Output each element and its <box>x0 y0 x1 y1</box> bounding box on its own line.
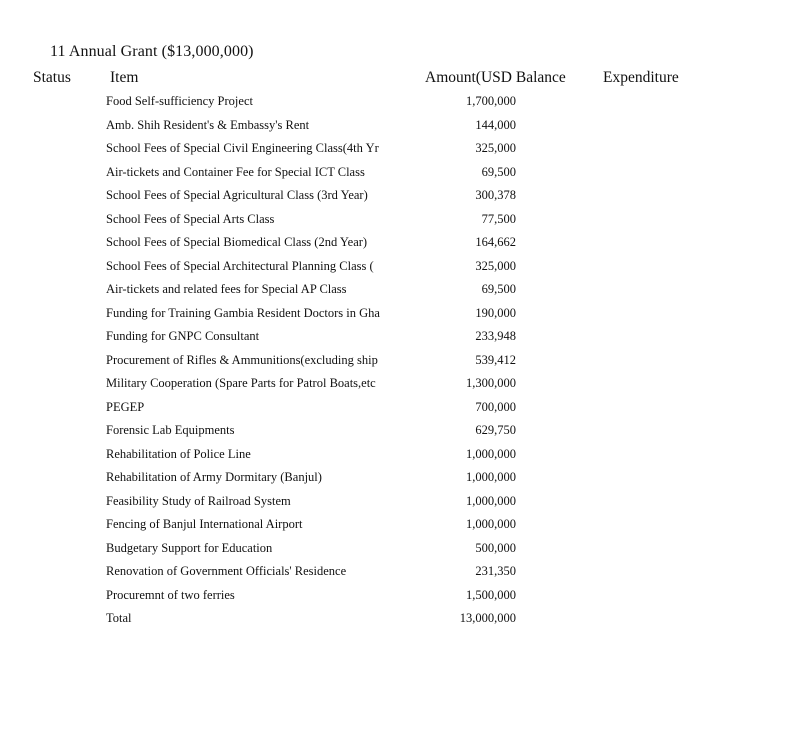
table-row <box>0 491 800 515</box>
item-cell: Air-tickets and Container Fee for Special ICT Class <box>106 164 365 179</box>
item-cell: School Fees of Special Agricultural Class (3rd Year) <box>106 188 368 202</box>
item-cell: Rehabilitation of Police Line <box>106 446 251 461</box>
amount-cell: 1,000,000 <box>466 517 516 531</box>
amount-cell: 13,000,000 <box>459 611 516 625</box>
item-cell: Air-tickets and related fees for Special AP Class <box>106 282 347 296</box>
table-row <box>0 256 800 280</box>
document-title: 11 Annual Grant ($13,000,000) <box>50 43 254 60</box>
table-row <box>0 185 800 209</box>
item-cell: Procuremnt of two ferries <box>106 587 235 602</box>
amount-cell: 539,412 <box>475 352 516 367</box>
amount-cell: 1,300,000 <box>466 376 516 390</box>
amount-cell: 325,000 <box>475 141 516 155</box>
table-row <box>0 585 800 609</box>
item-cell: Rehabilitation of Army Dormitary (Banjul) <box>106 470 322 484</box>
table-row <box>0 420 800 444</box>
amount-cell: 231,350 <box>475 564 516 578</box>
table-row <box>0 561 800 585</box>
amount-cell: 164,662 <box>475 235 516 249</box>
table-row <box>0 467 800 491</box>
amount-cell: 1,500,000 <box>466 587 516 602</box>
amount-cell: 1,000,000 <box>466 446 516 461</box>
table-row <box>0 373 800 397</box>
table-row <box>0 397 800 421</box>
item-cell: PEGEP <box>106 399 145 414</box>
table-row <box>0 209 800 233</box>
item-cell: Amb. Shih Resident's & Embassy's Rent <box>106 117 310 132</box>
table-row <box>0 350 800 374</box>
table-row <box>0 279 800 303</box>
item-cell: School Fees of Special Biomedical Class (2nd Year) <box>106 235 368 249</box>
item-cell: Funding for Training Gambia Resident Doctors in Gha <box>106 305 380 320</box>
amount-cell: 1,000,000 <box>466 493 516 508</box>
amount-cell: 190,000 <box>475 305 516 320</box>
table-row <box>0 514 800 538</box>
table-row <box>0 303 800 327</box>
column-header-amount: Amount(USD Balance <box>425 69 566 86</box>
item-cell: Fencing of Banjul International Airport <box>106 517 303 531</box>
item-cell: School Fees of Special Civil Engineering Class(4th Yr <box>106 141 379 155</box>
table-row <box>0 326 800 350</box>
table-row <box>0 91 800 115</box>
amount-cell: 69,500 <box>481 164 516 179</box>
item-cell: Military Cooperation (Spare Parts for Patrol Boats,etc <box>106 376 376 390</box>
table-row <box>0 115 800 139</box>
amount-cell: 629,750 <box>475 423 516 437</box>
amount-cell: 69,500 <box>481 282 516 296</box>
amount-cell: 1,700,000 <box>466 94 516 108</box>
amount-cell: 77,500 <box>481 211 516 226</box>
item-cell: Total <box>106 611 132 625</box>
table-row <box>0 444 800 468</box>
item-cell: School Fees of Special Architectural Planning Class ( <box>106 258 374 273</box>
table-row <box>0 138 800 162</box>
amount-cell: 500,000 <box>475 540 516 555</box>
amount-cell: 233,948 <box>475 329 516 343</box>
total-row <box>0 608 800 632</box>
column-header-item: Item <box>110 69 139 86</box>
amount-cell: 300,378 <box>475 188 516 202</box>
table-row <box>0 232 800 256</box>
item-cell: Forensic Lab Equipments <box>106 423 235 437</box>
table-row <box>0 538 800 562</box>
column-header-status: Status <box>33 69 71 86</box>
amount-cell: 144,000 <box>475 117 516 132</box>
item-cell: School Fees of Special Arts Class <box>106 211 275 226</box>
table-row <box>0 162 800 186</box>
column-header-expenditure: Expenditure <box>603 69 679 86</box>
item-cell: Budgetary Support for Education <box>106 540 273 555</box>
item-cell: Food Self-sufficiency Project <box>106 94 253 108</box>
item-cell: Procurement of Rifles & Ammunitions(excluding ship <box>106 352 378 367</box>
item-cell: Feasibility Study of Railroad System <box>106 493 291 508</box>
item-cell: Renovation of Government Officials' Residence <box>106 564 347 578</box>
amount-cell: 700,000 <box>475 399 516 414</box>
amount-cell: 1,000,000 <box>466 470 516 484</box>
item-cell: Funding for GNPC Consultant <box>106 329 260 343</box>
grant-table <box>0 91 800 632</box>
amount-cell: 325,000 <box>475 258 516 273</box>
